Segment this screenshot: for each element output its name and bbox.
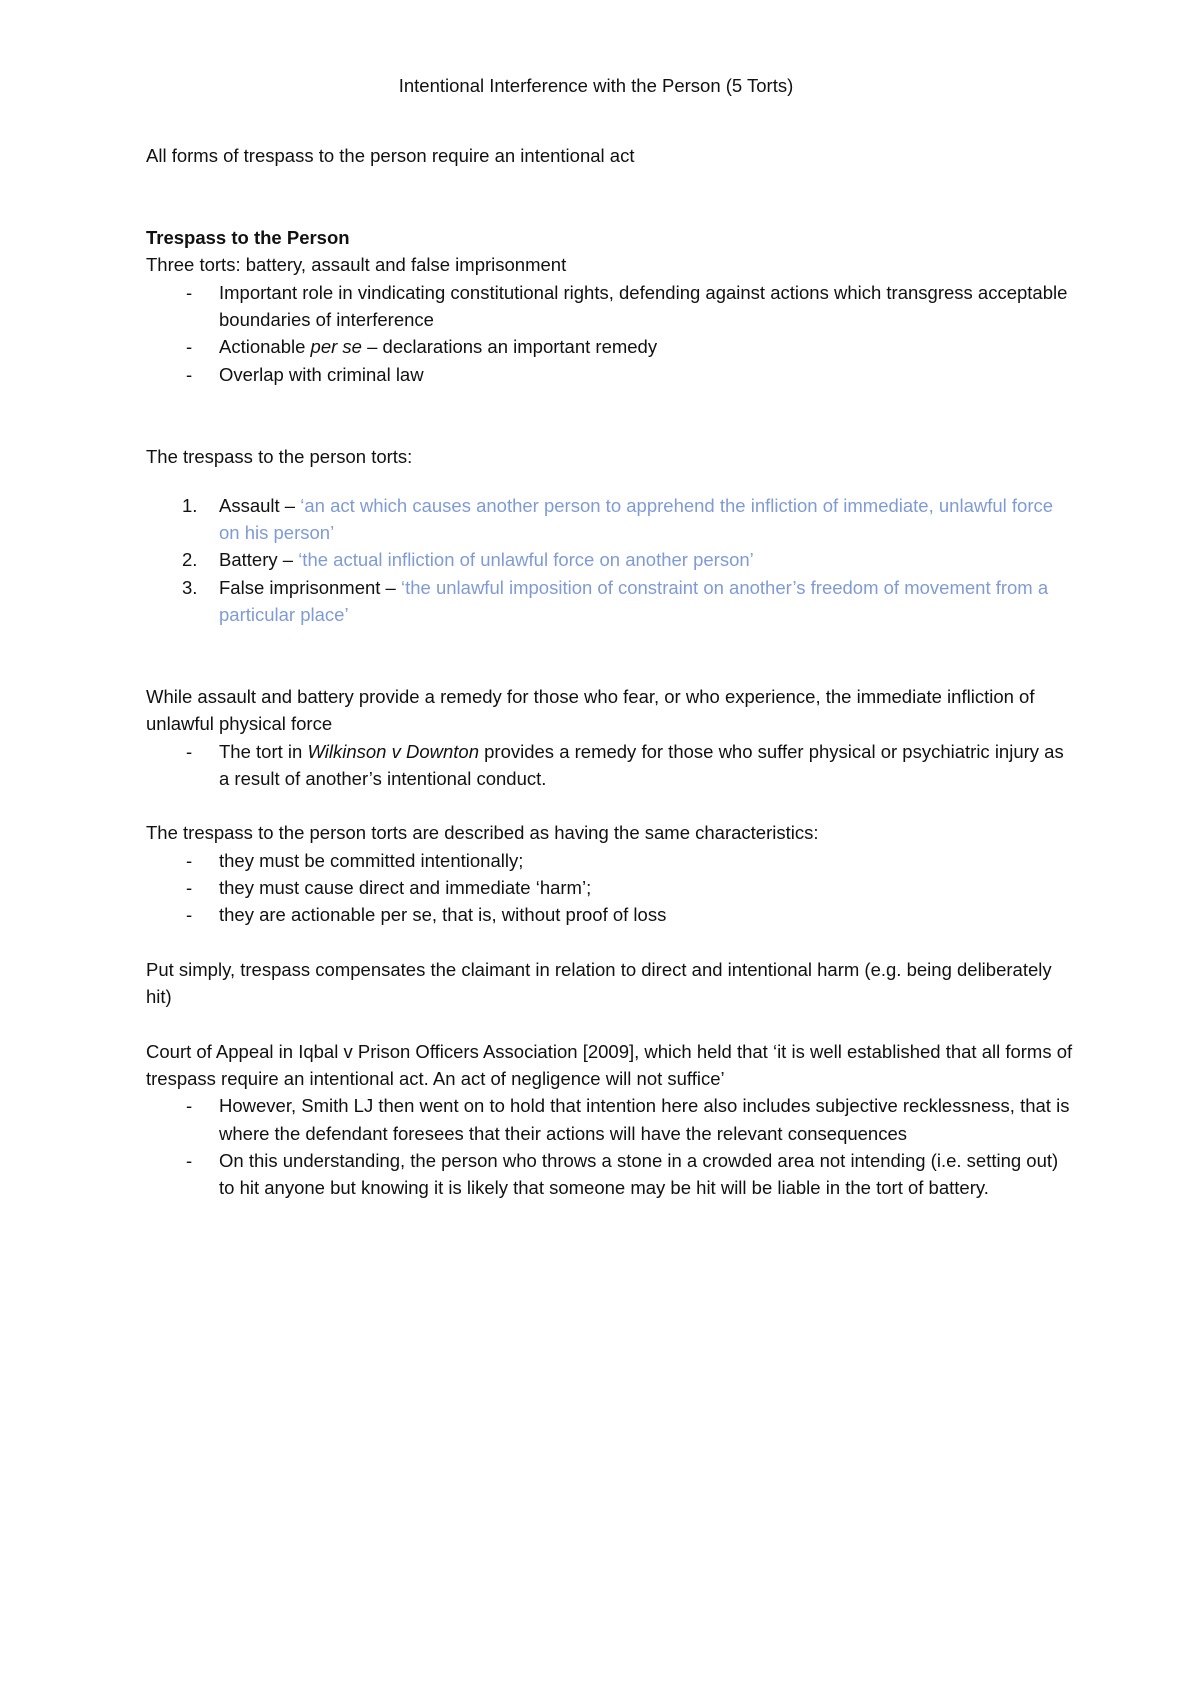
spacer	[146, 170, 1076, 197]
section1-bullet-list	[146, 279, 1076, 388]
section4-bullet-list	[146, 847, 1076, 929]
list-item: - Overlap with criminal law	[146, 361, 1076, 388]
section6-lead: Court of Appeal in Iqbal v Prison Officers Association [2009], which held that ‘it is well established that all forms of trespass require an intentional act. An act of negligence will not suffice’	[146, 1040, 1073, 1090]
section-heading-trespass: Trespass to the Person	[146, 227, 350, 249]
dash-marker: -	[186, 849, 193, 871]
list-item: 2. Battery – ‘the actual infliction of unlawful force on another person’	[146, 546, 1076, 573]
section1-lead: Three torts: battery, assault and false imprisonment	[146, 254, 567, 276]
spacer	[146, 792, 1076, 819]
section2-lead: The trespass to the person torts:	[146, 445, 413, 467]
section6-bullet-list	[146, 1092, 1076, 1201]
list-item: - Important role in vindicating constitutional rights, defending against actions which transgress acceptable boundaries of interference	[146, 279, 1076, 334]
torts-numbered-list	[146, 492, 1076, 628]
dash-marker: -	[186, 740, 193, 762]
definition-quote: ‘the actual infliction of unlawful force on another person’	[298, 549, 754, 571]
list-item: - they must cause direct and immediate ‘harm’;	[146, 874, 1076, 901]
spacer	[146, 415, 1076, 442]
list-item: - The tort in Wilkinson v Downton provides a remedy for those who suffer physical or psychiatric injury as a result of another’s intentional conduct.	[146, 738, 1076, 793]
document-page	[146, 72, 1076, 1202]
definition-quote: ‘the unlawful imposition of constraint on another’s freedom of movement from a particular place’	[219, 576, 1049, 626]
list-item: 3. False imprisonment – ‘the unlawful imposition of constraint on another’s freedom of movement from a particular place’	[146, 574, 1076, 629]
dash-marker: -	[186, 1095, 193, 1117]
section4-lead: The trespass to the person torts are described as having the same characteristics:	[146, 822, 819, 844]
dash-marker: -	[186, 336, 193, 358]
dash-marker: -	[186, 877, 193, 899]
spacer	[146, 1011, 1076, 1038]
list-item: 1. Assault – ‘an act which causes another person to apprehend the infliction of immediate, unlawful force on his person’	[146, 492, 1076, 547]
list-item: - On this understanding, the person who throws a stone in a crowded area not intending (i.e. setting out) to hit anyone but knowing it is likely that someone may be hit will be liable in the tort of battery.	[146, 1147, 1076, 1202]
list-item: - they must be committed intentionally;	[146, 847, 1076, 874]
dash-marker: -	[186, 1149, 193, 1171]
number-marker: 1.	[182, 494, 198, 516]
list-item: - Actionable per se – declarations an important remedy	[146, 333, 1076, 360]
spacer	[146, 929, 1076, 956]
spacer	[146, 197, 1076, 224]
spacer	[146, 470, 1076, 492]
spacer	[146, 388, 1076, 415]
section3-lead: While assault and battery provide a remedy for those who fear, or who experience, the immediate infliction of unlawful physical force	[146, 685, 1035, 735]
intro-paragraph: All forms of trespass to the person require an intentional act	[146, 145, 635, 167]
dash-marker: -	[186, 363, 193, 385]
section3-bullet-list	[146, 738, 1076, 793]
list-item: - However, Smith LJ then went on to hold that intention here also includes subjective recklessness, that is where the defendant foresees that their actions will have the relevant consequences	[146, 1092, 1076, 1147]
dash-marker: -	[186, 904, 193, 926]
number-marker: 2.	[182, 549, 198, 571]
spacer	[146, 656, 1076, 683]
number-marker: 3.	[182, 576, 198, 598]
dash-marker: -	[186, 281, 193, 303]
definition-quote: ‘an act which causes another person to apprehend the infliction of immediate, unlawful force on his person’	[219, 494, 1054, 544]
spacer	[146, 628, 1076, 655]
section5-paragraph: Put simply, trespass compensates the claimant in relation to direct and intentional harm (e.g. being deliberately hit)	[146, 958, 1052, 1008]
list-item: - they are actionable per se, that is, without proof of loss	[146, 901, 1076, 928]
page-title: Intentional Interference with the Person (5 Torts)	[398, 75, 794, 96]
